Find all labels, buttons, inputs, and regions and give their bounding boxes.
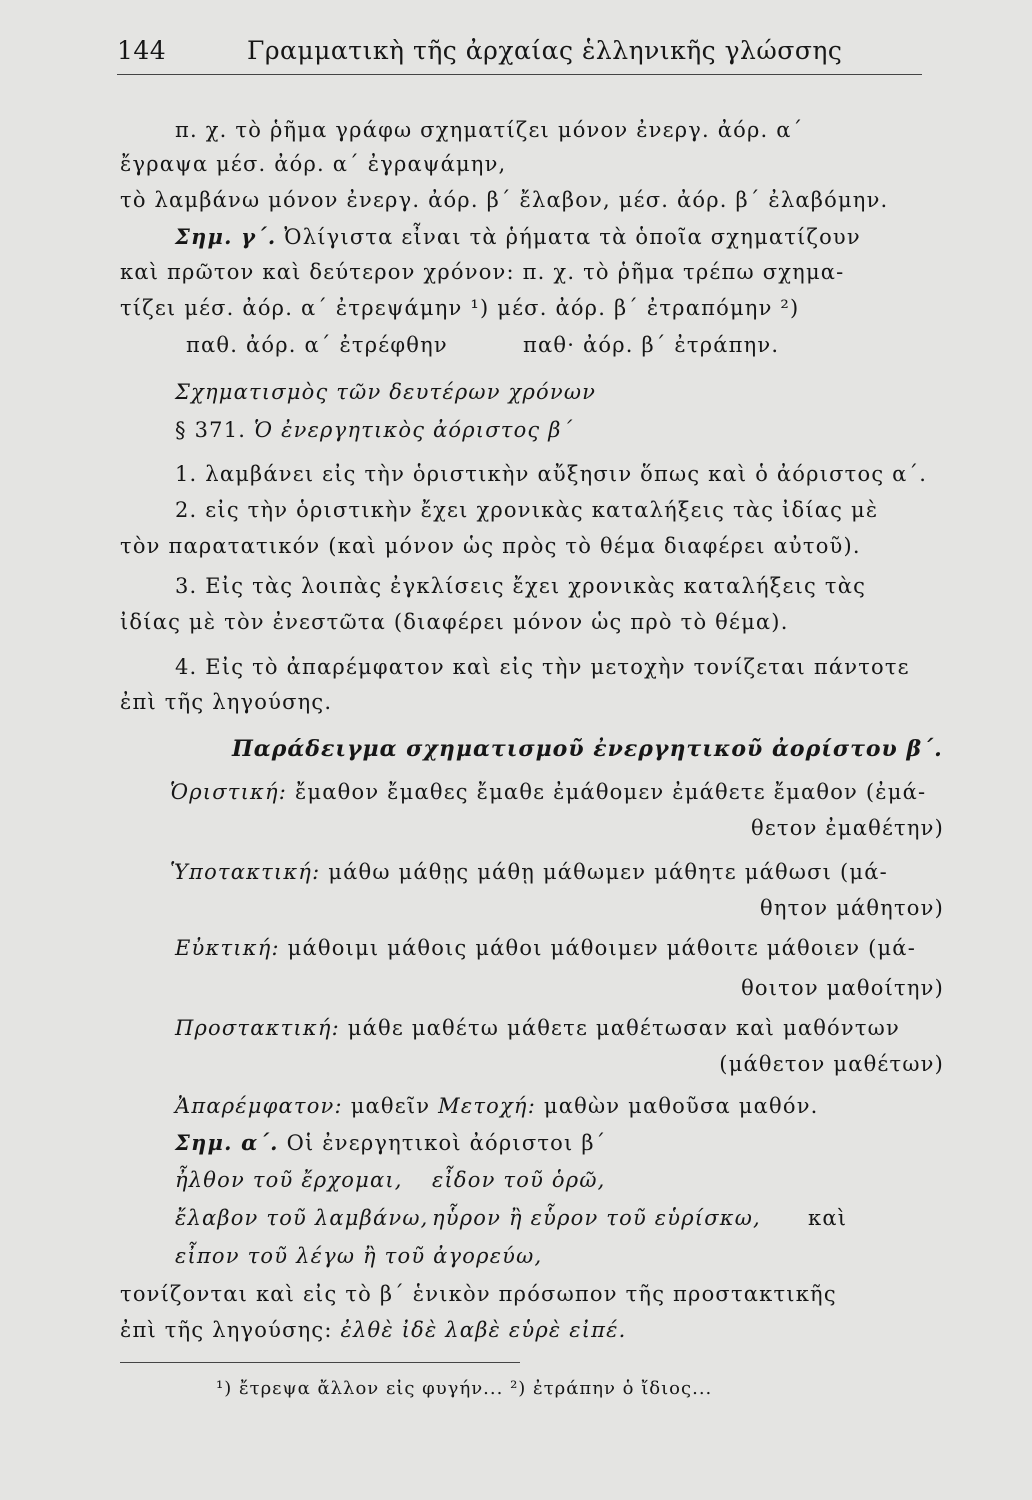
mood-label: Εὐκτική: <box>175 936 280 960</box>
mood-label: Ὑποτακτική: <box>170 860 321 884</box>
paragraph-heading <box>175 418 573 442</box>
mood-forms: μάθε μαθέτω μάθετε μαθέτωσαν καὶ μαθόντων <box>347 1016 900 1040</box>
text-line: τὸ λαμβάνω μόνον ἐνεργ. ἀόρ. β΄ ἔλαβον, μέσ. ἀόρ. β΄ ἐλαβόμην. <box>120 188 889 212</box>
text-line: ἰδίας μὲ τὸν ἐνεστῶτα (διαφέρει μόνον ὡς πρὸ τὸ θέμα). <box>120 610 789 634</box>
paradigm-row-subjunctive <box>170 860 888 884</box>
text-line: (μάθετον μαθέτων) <box>719 1052 944 1076</box>
text-line: παθ. ἀόρ. α΄ ἐτρέφθην <box>186 333 448 357</box>
mood-forms: μαθὼν μαθοῦσα μαθόν. <box>543 1094 819 1118</box>
note-line <box>175 224 861 249</box>
text-line: ἐπὶ τῆς ληγούσης. <box>120 690 333 714</box>
text-line: θοιτον μαθοίτην) <box>741 976 944 1000</box>
note-text: Ὀλίγιστα εἶναι τὰ ῥήματα τὰ ὁποῖα σχηματίζουν <box>284 225 861 249</box>
paradigm-row-imperative <box>175 1016 900 1040</box>
mood-forms: μαθεῖν <box>350 1094 431 1118</box>
text-segment: ἐπὶ τῆς ληγούσης: <box>120 1318 333 1342</box>
page-number: 144 <box>117 36 167 65</box>
footnote-1: ¹) ἔτρεψα ἄλλον εἰς φυγήν... <box>216 1378 504 1399</box>
text-line: 4. Εἰς τὸ ἀπαρέμφατον καὶ εἰς τὴν μετοχὴν τονίζεται πάντοτε <box>175 655 910 679</box>
text-line: τίζει μέσ. ἀόρ. α΄ ἐτρεψάμην ¹) μέσ. ἀόρ. β΄ ἐτραπόμην ²) <box>120 296 800 320</box>
mood-label: Ἀπαρέμφατον: <box>175 1094 343 1118</box>
text-line: ηὗρον ἢ εὗρον τοῦ εὑρίσκω, <box>432 1206 761 1230</box>
text-line: τὸν παρατατικόν (καὶ μόνον ὡς πρὸς τὸ θέμα διαφέρει αὐτοῦ). <box>120 534 861 558</box>
note-label: Σημ. γ΄. <box>175 224 277 249</box>
footnote-line <box>216 1378 712 1399</box>
text-line: καὶ πρῶτον καὶ δεύτερον χρόνον: π. χ. τὸ ῥῆμα τρέπω σχημα- <box>120 260 845 284</box>
text-line: εἶδον τοῦ ὁρῶ, <box>432 1168 606 1192</box>
paradigm-row-indicative <box>170 780 926 804</box>
mood-label: Προστακτική: <box>175 1016 340 1040</box>
section-title: Σχηματισμὸς τῶν δευτέρων χρόνων <box>175 380 597 404</box>
text-line: καὶ <box>808 1206 848 1230</box>
text-line: θετον ἐμαθέτην) <box>750 816 944 840</box>
paradigm-row-optative <box>175 936 916 960</box>
note-text: Οἱ ἐνεργητικοὶ ἀόριστοι β΄ <box>286 1131 607 1155</box>
mood-forms: ἔμαθον ἔμαθες ἔμαθε ἐμάθομεν ἐμάθετε ἔμαθον (ἐμά- <box>294 780 927 804</box>
text-segment: ἐλθὲ ἰδὲ λαβὲ εὑρὲ εἰπέ. <box>340 1318 627 1342</box>
text-line: ἔλαβον τοῦ λαμβάνω, <box>175 1206 429 1230</box>
text-line: θητον μάθητον) <box>759 896 944 920</box>
text-line: ἔγραψα μέσ. ἀόρ. α΄ ἐγραψάμην, <box>120 152 507 176</box>
example-heading: Παράδειγμα σχηματισμοῦ ἐνεργητικοῦ ἀορίστου β΄. <box>232 736 943 762</box>
paragraph-number: § 371. <box>175 418 247 442</box>
text-line: 1. λαμβάνει εἰς τὴν ὁριστικὴν αὔξησιν ὅπως καὶ ὁ ἀόριστος α΄. <box>175 462 928 486</box>
text-line: π. χ. τὸ ῥῆμα γράφω σχηματίζει μόνον ἐνεργ. ἀόρ. α΄ <box>175 118 804 142</box>
paragraph-title: Ὁ ἐνεργητικὸς ἀόριστος β΄ <box>254 418 574 442</box>
header-rule <box>117 74 922 75</box>
text-line <box>120 1318 626 1342</box>
text-line: 3. Εἰς τὰς λοιπὰς ἐγκλίσεις ἔχει χρονικὰς καταλήξεις τὰς <box>175 574 867 598</box>
footnote-2: ²) ἐτράπην ὁ ἴδιος... <box>510 1378 713 1399</box>
running-title: Γραμματικὴ τῆς ἀρχαίας ἑλληνικῆς γλώσσης <box>247 36 843 65</box>
note-label: Σημ. α΄. <box>175 1130 279 1155</box>
text-line: εἶπον τοῦ λέγω ἢ τοῦ ἀγορεύω, <box>175 1244 543 1268</box>
mood-label: Ὁριστική: <box>170 780 288 804</box>
footnote-rule <box>120 1362 520 1363</box>
text-line: ἦλθον τοῦ ἔρχομαι, <box>175 1168 403 1192</box>
text-line: τονίζονται καὶ εἰς τὸ β΄ ἑνικὸν πρόσωπον τῆς προστακτικῆς <box>120 1282 837 1306</box>
text-line: 2. εἰς τὴν ὁριστικὴν ἔχει χρονικὰς καταλήξεις τὰς ἰδίας μὲ <box>175 498 879 522</box>
mood-forms: μάθω μάθῃς μάθῃ μάθωμεν μάθητε μάθωσι (μά- <box>328 860 888 884</box>
note-line <box>175 1130 606 1155</box>
paradigm-row-infinitive <box>175 1094 819 1118</box>
text-line: παθ· ἀόρ. β΄ ἐτράπην. <box>523 333 780 357</box>
mood-label: Μετοχή: <box>438 1094 536 1118</box>
mood-forms: μάθοιμι μάθοις μάθοι μάθοιμεν μάθοιτε μάθοιεν (μά- <box>287 936 916 960</box>
